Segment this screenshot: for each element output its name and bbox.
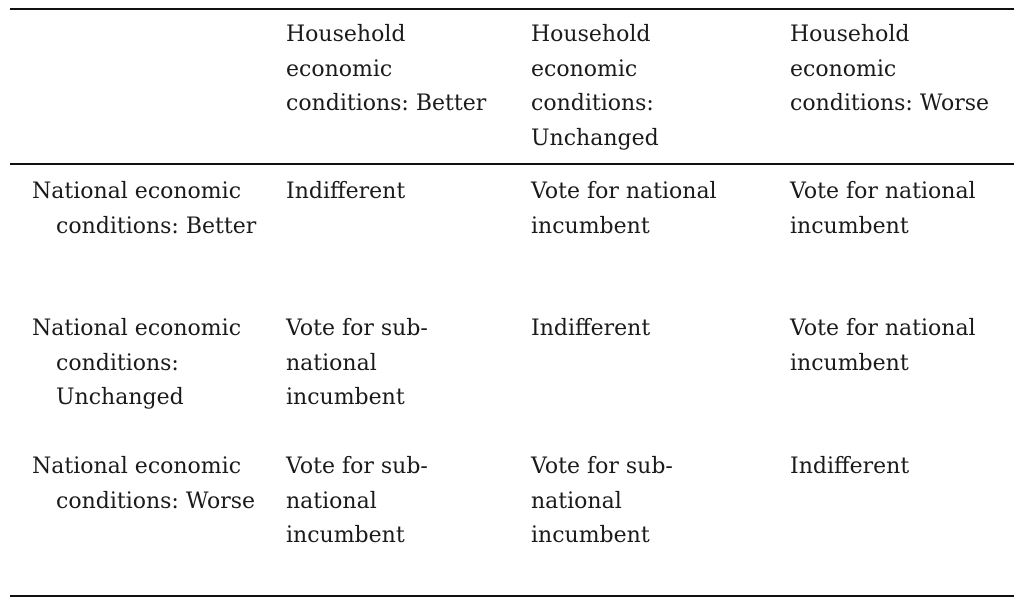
- table-cell: Vote for national incumbent: [790, 179, 976, 239]
- table-cell: Vote for national incumbent: [790, 316, 976, 376]
- row-label-national-better: National economic conditions: Better: [32, 179, 257, 239]
- header-household-unchanged: Household economic conditions: Unchanged: [531, 22, 659, 151]
- table-header-rule: [10, 163, 1014, 165]
- table-cell: Vote for national incumbent: [531, 179, 717, 239]
- header-household-worse: Household economic conditions: Worse: [790, 22, 990, 116]
- table-cell: Vote for sub- national incumbent: [286, 316, 428, 410]
- table-cell: Vote for sub- national incumbent: [531, 454, 673, 548]
- table-top-rule: [10, 8, 1014, 10]
- row-label-national-unchanged: National economic conditions: Unchanged: [32, 316, 242, 410]
- decision-table: [10, 0, 1014, 604]
- table-cell: Indifferent: [286, 179, 406, 204]
- header-household-better: Household economic conditions: Better: [286, 22, 487, 116]
- table-cell: Indifferent: [531, 316, 651, 341]
- table-cell: Indifferent: [790, 454, 910, 479]
- table-cell: Vote for sub- national incumbent: [286, 454, 428, 548]
- row-label-national-worse: National economic conditions: Worse: [32, 454, 256, 514]
- table-bottom-rule: [10, 595, 1014, 597]
